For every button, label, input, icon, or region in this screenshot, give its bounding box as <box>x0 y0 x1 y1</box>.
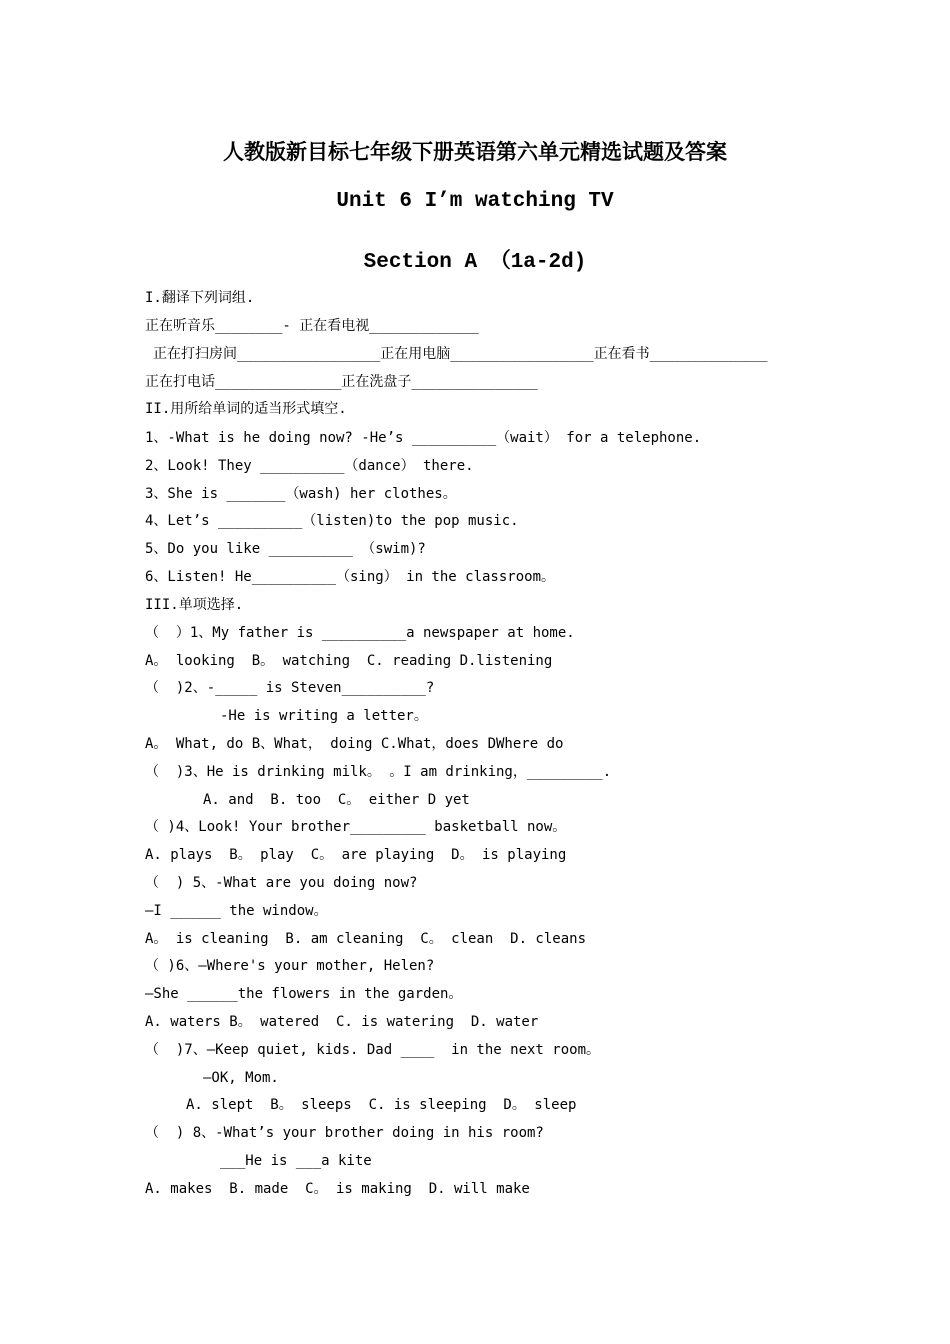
section-title: Section A （1a-2d) <box>363 251 587 274</box>
question-line: （ ) 8、-What’s your brother doing in his room? <box>145 1125 544 1141</box>
translation-line: 正在打扫房间_________________正在用电脑_________________正在看书______________ <box>153 346 768 362</box>
part2-heading: II.用所给单词的适当形式填空. <box>145 401 347 417</box>
options-line: A. plays B。 play C。 are playing D。 is playing <box>145 847 567 863</box>
unit-title: Unit 6 I’m watching TV <box>336 190 614 213</box>
options-line: A. and B. too C。 either D yet <box>203 792 470 808</box>
document-title: 人教版新目标七年级下册英语第六单元精选试题及答案 <box>223 139 727 164</box>
question-line: （ )4、Look! Your brother_________ basketball now。 <box>145 819 567 835</box>
question-line: （ ) 5、-What are you doing now? <box>145 875 418 891</box>
question-line: （ )6、—Where's your mother, Helen? <box>145 958 435 974</box>
translation-line: 正在听音乐________- 正在看电视_____________ <box>145 318 479 334</box>
options-line: A。 is cleaning B. am cleaning C。 clean D. cleans <box>145 931 587 947</box>
fill-in-item: 1、-What is he doing now? -He’s __________（wait） for a telephone. <box>145 430 702 446</box>
fill-in-item: 4、Let’s __________（listen)to the pop music. <box>145 513 519 529</box>
question-line: -He is writing a letter。 <box>220 708 428 724</box>
part1-heading: I.翻译下列词组. <box>145 290 255 306</box>
fill-in-item: 5、Do you like __________ （swim)? <box>145 541 426 557</box>
options-line: A。 looking B。 watching C. reading D.listening <box>145 653 553 669</box>
fill-in-item: 6、Listen! He__________（sing） in the classroom。 <box>145 569 556 585</box>
question-line: （ )2、-_____ is Steven__________? <box>145 680 435 696</box>
question-line: ___He is ___a kite <box>220 1153 372 1169</box>
options-line: A. makes B. made C。 is making D. will make <box>145 1181 530 1197</box>
question-line: —I ______ the window。 <box>145 903 328 919</box>
options-line: A. slept B。 sleeps C. is sleeping D。 sleep <box>186 1097 577 1113</box>
question-line: （ ）1、My father is __________a newspaper at home. <box>145 625 575 641</box>
translation-line: 正在打电话_______________正在洗盘子_______________ <box>145 374 538 390</box>
options-line: A. waters B。 watered C. is watering D. water <box>145 1014 539 1030</box>
question-line: —She ______the flowers in the garden。 <box>145 986 463 1002</box>
fill-in-item: 2、Look! They __________（dance） there. <box>145 458 474 474</box>
options-line: A。 What, do B、What， doing C.What，does DWhere do <box>145 736 564 752</box>
question-line: （ )3、He is drinking milk。 。I am drinking，_________. <box>145 764 612 780</box>
part3-heading: III.单项选择. <box>145 597 244 613</box>
question-line: —OK, Mom. <box>203 1070 279 1086</box>
question-line: （ )7、—Keep quiet, kids. Dad ____ in the next room。 <box>145 1042 601 1058</box>
fill-in-item: 3、She is _______（wash) her clothes。 <box>145 486 457 502</box>
